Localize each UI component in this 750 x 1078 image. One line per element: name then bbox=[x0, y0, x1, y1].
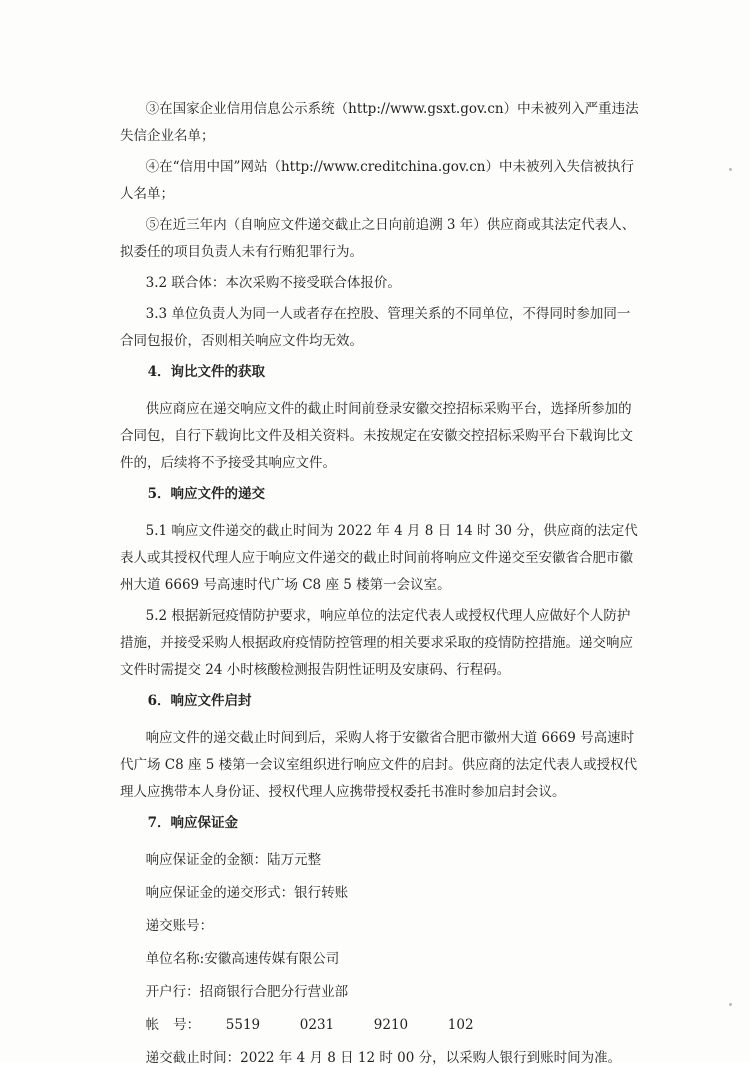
deposit-amount: 响应保证金的金额：陆万元整 bbox=[145, 852, 322, 868]
account-number-row bbox=[120, 1012, 640, 1039]
section-6-body: 响应文件的递交截止时间到后，采购人将于安徽省合肥市徽州大道 6669 号高速时代广场 C8 座 5 楼第一会议室组织进行响应文件的启封。供应商的法定代表人或授权代理人应携带本人身份证、授权代理人应携带授权委托书准时参加启封会议。 bbox=[120, 730, 638, 800]
scan-speck bbox=[729, 1003, 732, 1006]
clause-5-2: 5.2 根据新冠疫情防护要求，响应单位的法定代表人或授权代理人应做好个人防护措施，并接受采购人根据政府疫情防控管理的相关要求采取的疫情防控措施。递交响应文件时需提交 24 小时核酸检测报告阴性证明及安康码、行程码。 bbox=[120, 608, 633, 678]
deposit-deadline: 递交截止时间：2022 年 4 月 8 日 12 时 00 分，以采购人银行到账时间为准。 bbox=[145, 1050, 622, 1066]
account-number-value: 5519 0231 9210 102 bbox=[225, 1017, 474, 1033]
document-body bbox=[120, 96, 640, 1078]
section-6-heading: 6．响应文件启封 bbox=[147, 693, 252, 709]
requirement-item-5: ⑤在近三年内（自响应文件递交截止之日向前追溯 3 年）供应商或其法定代表人、拟委任的项目负责人未有行贿犯罪行为。 bbox=[120, 217, 636, 260]
requirement-item-3: ③在国家企业信用信息公示系统（http://www.gsxt.gov.cn）中未被列入严重违法失信企业名单； bbox=[120, 101, 639, 144]
clause-5-1: 5.1 响应文件递交的截止时间为 2022 年 4 月 8 日 14 时 30 分，供应商的法定代表人或其授权代理人应于响应文件递交的截止时间前将响应文件递交至安徽省合肥市徽州大道 6669 号高速时代广场 C8 座 5 楼第一会议室。 bbox=[120, 523, 638, 593]
account-bank: 开户行：招商银行合肥分行营业部 bbox=[145, 984, 349, 1000]
section-4-body: 供应商应在递交响应文件的截止时间前登录安徽交控招标采购平台，选择所参加的合同包，自行下载询比文件及相关资料。未按规定在安徽交控招标采购平台下载询比文件的，后续将不予接受其响应文件。 bbox=[120, 401, 633, 471]
clause-3-3: 3.3 单位负责人为同一人或者存在控股、管理关系的不同单位，不得同时参加同一合同包报价，否则相关响应文件均无效。 bbox=[120, 306, 631, 349]
deposit-form: 响应保证金的递交形式：银行转账 bbox=[145, 885, 349, 901]
account-number-label: 帐 号： bbox=[145, 1017, 201, 1033]
account-title: 递交账号： bbox=[145, 918, 214, 934]
section-5-heading: 5．响应文件的递交 bbox=[147, 486, 266, 502]
clause-3-2: 3.2 联合体：本次采购不接受联合体报价。 bbox=[145, 275, 401, 291]
scan-speck bbox=[729, 168, 732, 171]
requirement-item-4: ④在“信用中国”网站（http://www.creditchina.gov.cn）中未被列入失信被执行人名单； bbox=[120, 159, 634, 202]
section-4-heading: 4．询比文件的获取 bbox=[147, 364, 266, 380]
account-company: 单位名称:安徽高速传媒有限公司 bbox=[145, 951, 340, 967]
section-7-heading: 7．响应保证金 bbox=[147, 815, 239, 831]
